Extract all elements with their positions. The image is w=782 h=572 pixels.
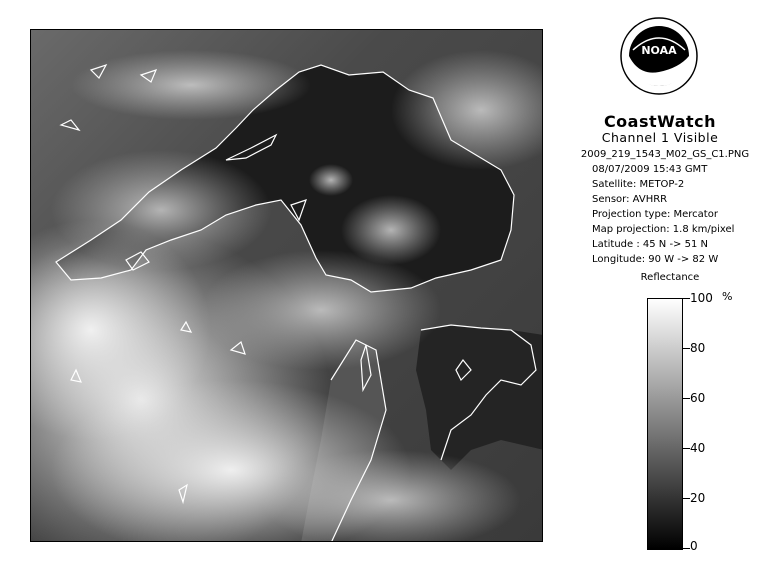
legend-tick-label: 20 [690, 491, 706, 505]
legend-tick [683, 348, 690, 349]
legend-tick-label: 60 [690, 391, 706, 405]
cloud-mass [309, 164, 353, 196]
legend-tick-label: 0 [690, 539, 698, 553]
sensor: Sensor: AVHRR [592, 194, 668, 205]
projection-type: Projection type: Mercator [592, 209, 718, 220]
satellite: Satellite: METOP-2 [592, 179, 685, 190]
legend-tick-label: 40 [690, 441, 706, 455]
map-svg [31, 30, 543, 542]
channel-label: Channel 1 Visible [601, 130, 719, 145]
cloud-mass [341, 195, 441, 265]
legend-tick-label: 80 [690, 341, 706, 355]
longitude: Longitude: 90 W -> 82 W [592, 254, 719, 265]
legend-title: Reflectance [640, 272, 700, 283]
legend-tick [683, 298, 690, 299]
latitude: Latitude : 45 N -> 51 N [592, 239, 708, 250]
metadata-panel [560, 147, 770, 267]
legend-tick [683, 398, 690, 399]
noaa-logo-text: NOAA [641, 44, 677, 57]
noaa-logo [619, 16, 699, 96]
brand-title: CoastWatch [603, 112, 717, 131]
map-projection: Map projection: 1.8 km/pixel [592, 224, 735, 235]
legend-tick [683, 498, 690, 499]
legend-tick [683, 448, 690, 449]
legend-tick-label: 100 [690, 291, 713, 305]
datetime: 08/07/2009 15:43 GMT [592, 164, 708, 175]
reflectance-colorbar [647, 298, 683, 550]
legend-tick [683, 548, 690, 549]
filename: 2009_219_1543_M02_GS_C1.PNG [580, 149, 750, 160]
cloud-mass [51, 150, 271, 270]
legend-unit: % [722, 290, 733, 303]
cloud-mass [71, 50, 311, 120]
satellite-image-map [30, 29, 543, 542]
